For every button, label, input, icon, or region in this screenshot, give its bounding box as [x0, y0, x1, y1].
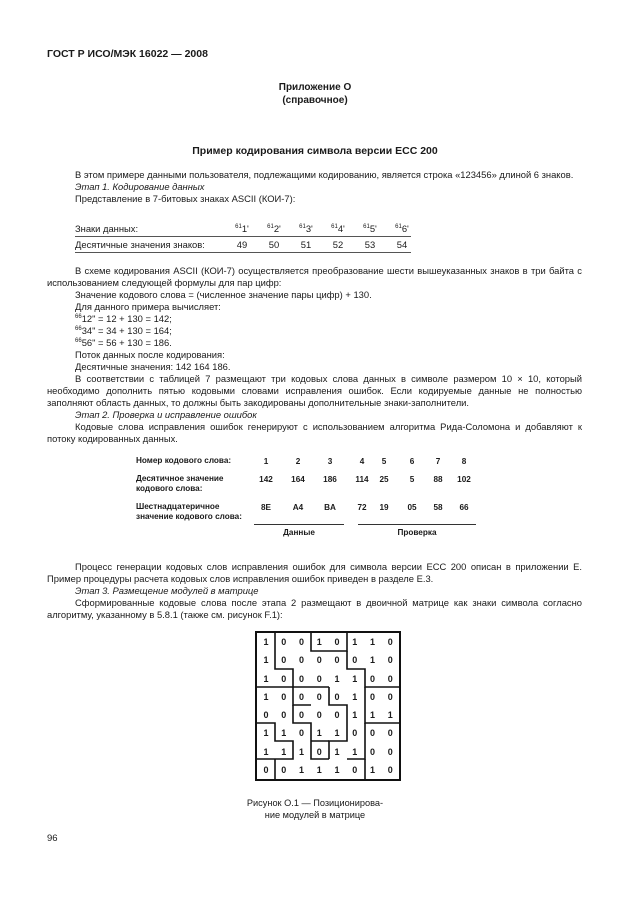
data-char: $^{61}$3' — [299, 223, 313, 234]
matrix-module: 0 — [281, 637, 287, 647]
matrix-module: 1 — [263, 691, 269, 702]
matrix-module: 0 — [387, 746, 393, 757]
codeword-hex: 58 — [433, 503, 443, 512]
matrix-module: 1 — [334, 746, 340, 757]
matrix-module: 1 — [387, 710, 393, 720]
decimal-value: 49 — [236, 239, 248, 250]
matrix-module: 0 — [281, 710, 287, 720]
row-label: Десятичное значение кодового слова: — [136, 474, 224, 493]
matrix-module: 0 — [281, 764, 287, 775]
section-title: Пример кодирования символа версии ЕСС 200 — [192, 145, 438, 157]
matrix-module: 0 — [352, 764, 358, 775]
page-number: 96 — [47, 833, 58, 844]
matrix-module: 1 — [334, 764, 340, 775]
matrix-module: 1 — [352, 691, 358, 702]
decimal-value: 50 — [268, 239, 280, 250]
matrix-module: 1 — [352, 637, 358, 647]
matrix-module: 1 — [263, 655, 269, 666]
row-label: Знаки данных: — [75, 223, 139, 234]
codeword-decimal: 164 — [291, 475, 305, 484]
codeword-number: 1 — [263, 457, 269, 466]
matrix-module: 0 — [298, 728, 304, 739]
paragraph: Процесс генерации кодовых слов исправления ошибок для символа версии ЕСС 200 описан в приложении Е. Пример процедуры расчета кодовых слов исправления ошибок приведен в разделе Е.3. — [47, 561, 582, 584]
intro-paragraph: В этом примере данными пользователя, подлежащими кодированию, является строка «123456» длиной 6 знаков. — [75, 169, 574, 180]
step1-heading: Этап 1. Кодирование данных — [75, 181, 205, 192]
codeword-decimal: 88 — [433, 475, 443, 484]
matrix-module: 0 — [334, 637, 340, 647]
matrix-module: 1 — [298, 746, 304, 757]
calc-line: $^{66}$12" = 12 + 130 = 142; — [75, 313, 172, 324]
matrix-module: 1 — [316, 637, 322, 647]
matrix-module: 0 — [334, 691, 340, 702]
matrix-module: 0 — [387, 673, 393, 684]
matrix-module: 0 — [316, 710, 322, 720]
codeword-decimal: 5 — [409, 475, 415, 484]
data-char: $^{61}$5' — [363, 223, 377, 234]
matrix-module: 1 — [369, 710, 375, 720]
matrix-module: 0 — [316, 673, 322, 684]
matrix-module: 0 — [281, 673, 287, 684]
matrix-module: 0 — [369, 691, 375, 702]
matrix-module: 1 — [263, 728, 269, 739]
decimal-value: 52 — [332, 239, 344, 250]
paragraph: Кодовые слова исправления ошибок генерируют с использованием алгоритма Рида-Соломона и добавляют к потоку кодированных данных. — [47, 421, 582, 444]
codeword-decimal: 142 — [259, 475, 273, 484]
annex-subtitle: (справочное) — [282, 95, 348, 106]
decimal-value: 53 — [364, 239, 376, 250]
matrix-module: 0 — [316, 691, 322, 702]
codeword-number: 2 — [295, 457, 301, 466]
matrix-module: 0 — [298, 710, 304, 720]
matrix-module: 1 — [334, 728, 340, 739]
matrix-module: 0 — [316, 655, 322, 666]
ascii-table — [75, 220, 411, 252]
codeword-number: 7 — [435, 457, 441, 466]
ascii-table-row-chars — [75, 220, 411, 236]
matrix-module: 1 — [298, 764, 304, 775]
caption-line: ние модулей в матрице — [264, 810, 366, 820]
codeword-decimal: 114 — [355, 475, 369, 484]
caption-line: Рисунок О.1 — Позиционирова- — [246, 798, 384, 808]
formula-line: Значение кодового слова = (численное значение пары цифр) + 130. — [75, 289, 372, 300]
codeword-hex: 66 — [459, 503, 469, 512]
codeword-decimal: 25 — [379, 475, 389, 484]
stream-line: Поток данных после кодирования: — [75, 349, 225, 360]
matrix-module: 1 — [263, 673, 269, 684]
codeword-hex: 8E — [260, 503, 271, 512]
matrix-module: 0 — [387, 691, 393, 702]
matrix-module: 0 — [298, 691, 304, 702]
matrix-module: 1 — [281, 746, 287, 757]
row-label: Шестнадцатеричное значение кодового слова: — [136, 502, 242, 521]
data-char: $^{61}$2' — [267, 223, 281, 234]
matrix-module: 0 — [387, 655, 393, 666]
decimal-value: 54 — [396, 239, 408, 250]
matrix-module: 0 — [334, 710, 340, 720]
matrix-module: 1 — [369, 655, 375, 666]
matrix-module: 0 — [387, 637, 393, 647]
decimals-line: Десятичные значения: 142 164 186. — [75, 361, 231, 372]
decimal-value: 51 — [300, 239, 312, 250]
matrix-module: 1 — [281, 728, 287, 739]
codeword-number: 5 — [381, 457, 387, 466]
step2-heading: Этап 2. Проверка и исправление ошибок — [75, 409, 257, 420]
codeword-hex: 19 — [379, 503, 389, 512]
row-label: Номер кодового слова: — [136, 456, 232, 465]
group-data-label: Данные — [254, 524, 344, 541]
codeword-hex: 72 — [357, 503, 367, 512]
placement-block — [47, 561, 582, 621]
codeword-number: 8 — [461, 457, 467, 466]
matrix-module: 0 — [281, 691, 287, 702]
data-char: $^{61}$1' — [235, 223, 249, 234]
matrix-module: 0 — [352, 728, 358, 739]
matrix-module: 1 — [334, 673, 340, 684]
codeword-hex: A4 — [292, 503, 304, 512]
paragraph: В соответствии с таблицей 7 размещают три кодовых слова данных в символе размером 10 × 10, который необходимо дополнить пятью кодовыми словами исправления ошибок. Если кодируемые данные не полностью заполняют область данных, то должны быть закодированы дополнительные знаки-заполнители. — [47, 373, 582, 408]
matrix-module: 1 — [316, 764, 322, 775]
matrix-module: 1 — [369, 637, 375, 647]
matrix-module: 0 — [369, 746, 375, 757]
calc-line: $^{66}$34" = 34 + 130 = 164; — [75, 325, 172, 336]
figure-caption — [0, 797, 630, 821]
matrix-module: 0 — [281, 655, 287, 666]
matrix-module: 0 — [316, 746, 322, 757]
paragraph: В схеме кодирования ASCII (КОИ-7) осуществляется преобразование шести вышеуказанных знаков в три байта с использованием следующей формулы для пар цифр: — [47, 265, 582, 288]
matrix-module: 1 — [263, 637, 269, 647]
data-char: $^{61}$6' — [395, 223, 409, 234]
ascii-repr-line: Представление в 7-битовых знаках ASCII (КОИ-7): — [75, 193, 296, 204]
matrix-module: 1 — [316, 728, 322, 739]
matrix-module: 0 — [298, 655, 304, 666]
calc-intro: Для данного примера вычисляет: — [75, 301, 221, 312]
codeword-decimal: 186 — [323, 475, 337, 484]
matrix-module: 1 — [369, 764, 375, 775]
codeword-hex: BA — [324, 503, 336, 512]
row-label: Десятичные значения знаков: — [75, 239, 205, 250]
doc-header: ГОСТ Р ИСО/МЭК 16022 — 2008 — [47, 48, 208, 60]
matrix-module: 0 — [263, 710, 269, 720]
matrix-module: 0 — [387, 764, 393, 775]
ascii-table-row-values — [75, 236, 411, 252]
codeword-number: 3 — [327, 457, 333, 466]
step3-heading: Этап 3. Размещение модулей в матрице — [75, 585, 259, 596]
module-matrix — [255, 631, 401, 781]
data-char: $^{61}$4' — [331, 223, 345, 234]
matrix-module: 0 — [369, 673, 375, 684]
table-divider — [75, 252, 411, 253]
intro-block — [47, 169, 582, 205]
matrix-module: 0 — [369, 728, 375, 739]
encoding-block — [47, 265, 582, 445]
codeword-decimal: 102 — [457, 475, 471, 484]
matrix-module: 0 — [298, 673, 304, 684]
matrix-module: 0 — [352, 655, 358, 666]
codeword-number: 4 — [359, 457, 365, 466]
paragraph: Сформированные кодовые слова после этапа 2 размещают в двоичной матрице как знаки символа согласно алгоритму, указанному в 5.8.1 (также см. рисунок F.1): — [47, 597, 582, 620]
matrix-module: 0 — [387, 728, 393, 739]
annex-title: Приложение О — [278, 82, 352, 93]
calc-line: $^{66}$56" = 56 + 130 = 186. — [75, 337, 172, 348]
codeword-number: 6 — [409, 457, 415, 466]
matrix-module: 0 — [298, 637, 304, 647]
matrix-module: 1 — [352, 673, 358, 684]
codeword-hex: 05 — [407, 503, 417, 512]
matrix-module: 0 — [263, 764, 269, 775]
group-check-label: Проверка — [358, 524, 476, 541]
matrix-module: 0 — [334, 655, 340, 666]
matrix-module: 1 — [352, 746, 358, 757]
matrix-module: 1 — [263, 746, 269, 757]
matrix-module: 1 — [352, 710, 358, 720]
